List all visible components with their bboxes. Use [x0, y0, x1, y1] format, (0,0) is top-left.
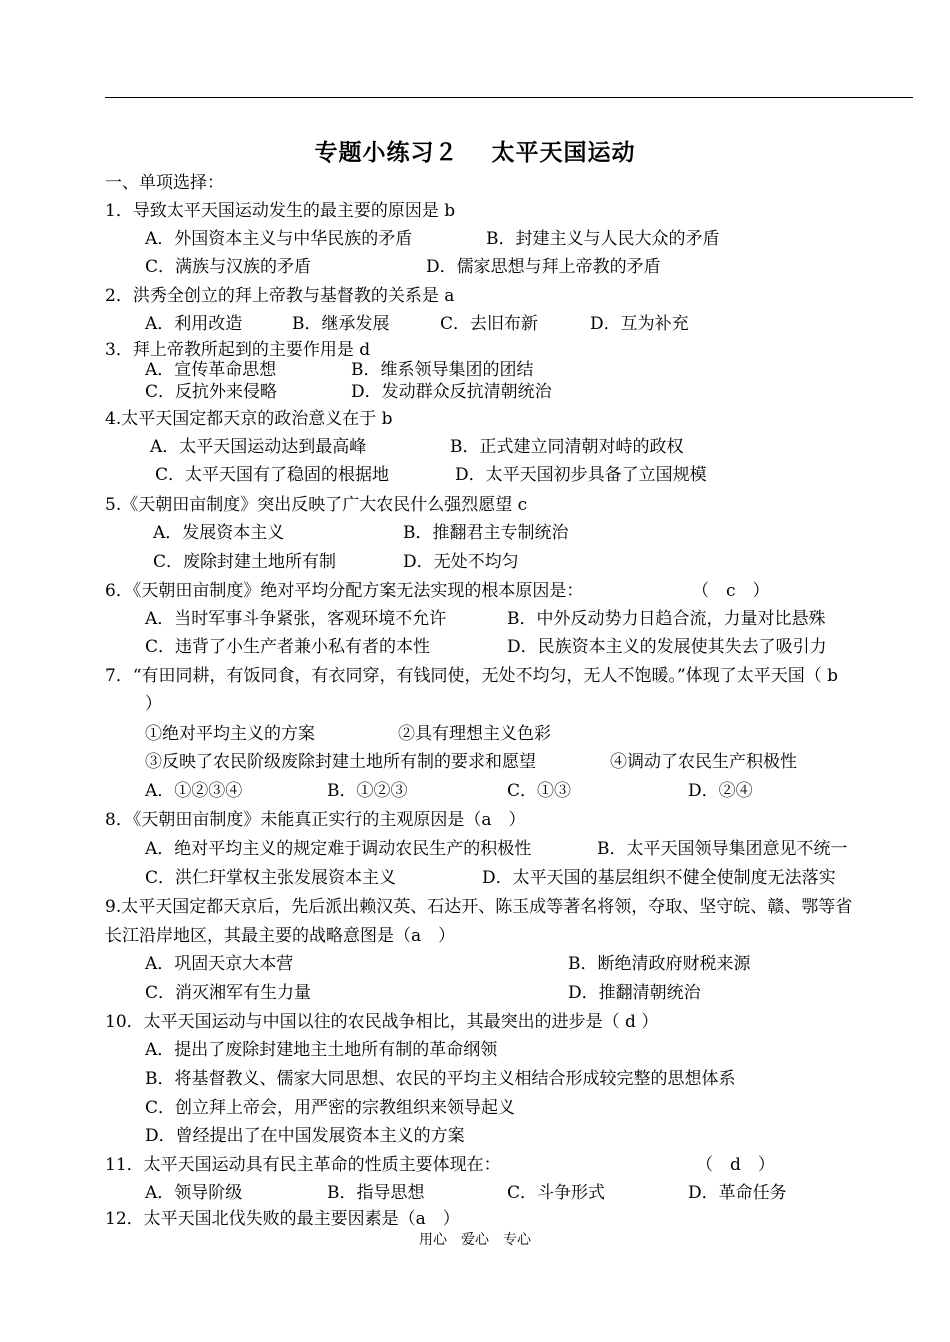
q8-option-d: D．太平天国的基层组织不健全使制度无法落实 — [482, 868, 836, 888]
q2-option-c: C．去旧布新 — [440, 314, 539, 334]
q1-option-a: A．外国资本主义与中华民族的矛盾 — [145, 229, 413, 249]
question-10: 10．太平天国运动与中国以往的农民战争相比，其最突出的进步是（ d ） — [105, 1012, 659, 1032]
q3-option-c: C．反抗外来侵略 — [145, 382, 278, 402]
q5-option-d: D．无处不均匀 — [403, 552, 519, 572]
q1-option-d: D．儒家思想与拜上帝教的矛盾 — [426, 257, 661, 277]
q7-closing-paren: ） — [145, 694, 162, 714]
q5-option-a: A．发展资本主义 — [153, 523, 285, 543]
q6-option-b: B．中外反动势力日趋合流，力量对比悬殊 — [507, 609, 826, 629]
q8-option-c: C．洪仁玕掌权主张发展资本主义 — [145, 868, 397, 888]
question-12: 12．太平天国北伐失败的最主要因素是（a ） — [105, 1209, 460, 1229]
q7-option-c: C．①③ — [507, 781, 572, 801]
q9-option-d: D．推翻清朝统治 — [568, 983, 701, 1003]
q2-option-b: B．继承发展 — [292, 314, 390, 334]
q6-answer: （ c ） — [692, 581, 770, 601]
q5-option-b: B．推翻君主专制统治 — [403, 523, 569, 543]
q5-option-c: C．废除封建土地所有制 — [153, 552, 337, 572]
q7-option-d: D．②④ — [688, 781, 753, 801]
question-2: 2．洪秀全创立的拜上帝教与基督教的关系是 a — [105, 286, 455, 306]
q4-option-d: D．太平天国初步具备了立国规模 — [455, 465, 707, 485]
q4-option-c: C．太平天国有了稳固的根据地 — [155, 465, 390, 485]
q7-statement-4: ④调动了农民生产积极性 — [610, 752, 797, 772]
q7-option-b: B．①②③ — [327, 781, 408, 801]
q2-option-a: A．利用改造 — [145, 314, 243, 334]
q3-option-a: A．宣传革命思想 — [145, 360, 277, 380]
question-1: 1．导致太平天国运动发生的最主要的原因是 b — [105, 201, 456, 221]
question-5: 5.《天朝田亩制度》突出反映了广大农民什么强烈愿望 c — [105, 495, 528, 515]
q10-option-c: C．创立拜上帝会，用严密的宗教组织来领导起义 — [145, 1098, 516, 1118]
question-4: 4.太平天国定都天京的政治意义在于 b — [105, 409, 393, 429]
q8-option-a: A．绝对平均主义的规定难于调动农民生产的积极性 — [145, 839, 532, 859]
q11-option-a: A．领导阶级 — [145, 1183, 243, 1203]
question-8: 8．《天朝田亩制度》未能真正实行的主观原因是（a ） — [105, 810, 526, 830]
q3-option-d: D．发动群众反抗清朝统治 — [351, 382, 552, 402]
q4-option-a: A．太平天国运动达到最高峰 — [150, 437, 367, 457]
q8-option-b: B．太平天国领导集团意见不统一 — [597, 839, 848, 859]
q7-statement-1: ①绝对平均主义的方案 — [145, 724, 315, 744]
page-footer: 用心 爱心 专心 — [419, 1232, 531, 1248]
section-heading: 一、单项选择： — [105, 173, 224, 193]
q10-option-a: A．提出了废除封建地主土地所有制的革命纲领 — [145, 1040, 498, 1060]
q3-option-b: B．维系领导集团的团结 — [351, 360, 534, 380]
question-9-cont: 长江沿岸地区，其最主要的战略意图是（a ） — [105, 926, 456, 946]
q7-statement-2: ②具有理想主义色彩 — [398, 724, 551, 744]
q6-option-a: A．当时军事斗争紧张，客观环境不允许 — [145, 609, 447, 629]
question-11: 11．太平天国运动具有民主革命的性质主要体现在： — [105, 1155, 501, 1175]
q2-option-d: D．互为补充 — [590, 314, 689, 334]
q11-option-b: B．指导思想 — [327, 1183, 425, 1203]
q10-option-b: B．将基督教义、儒家大同思想、农民的平均主义相结合形成较完整的思想体系 — [145, 1069, 736, 1089]
q11-option-c: C．斗争形式 — [507, 1183, 606, 1203]
q7-option-a: A．①②③④ — [145, 781, 243, 801]
q10-option-d: D．曾经提出了在中国发展资本主义的方案 — [145, 1126, 465, 1146]
q6-option-c: C．违背了小生产者兼小私有者的本性 — [145, 637, 431, 657]
q9-option-c: C．消灭湘军有生力量 — [145, 983, 312, 1003]
q1-option-b: B．封建主义与人民大众的矛盾 — [486, 229, 720, 249]
q11-answer: （ d ） — [696, 1155, 775, 1175]
question-6: 6．《天朝田亩制度》绝对平均分配方案无法实现的根本原因是： — [105, 581, 584, 601]
q11-option-d: D．革命任务 — [688, 1183, 787, 1203]
question-3: 3．拜上帝教所起到的主要作用是 d — [105, 340, 371, 360]
question-7: 7．“有田同耕，有饭同食，有衣同穿，有钱同使，无处不均匀，无人不饱暖。”体现了太平天国（ b — [105, 666, 838, 686]
header-rule — [105, 97, 913, 98]
q7-statement-3: ③反映了农民阶级废除封建土地所有制的要求和愿望 — [145, 752, 536, 772]
page-title: 专题小练习２ 太平天国运动 — [314, 140, 636, 166]
q4-option-b: B．正式建立同清朝对峙的政权 — [450, 437, 684, 457]
q6-option-d: D．民族资本主义的发展使其失去了吸引力 — [507, 637, 827, 657]
question-9: 9.太平天国定都天京后，先后派出赖汉英、石达开、陈玉成等著名将领，夺取、坚守皖、赣、鄂等省 — [105, 897, 853, 917]
q9-option-a: A．巩固天京大本营 — [145, 954, 294, 974]
q9-option-b: B．断绝清政府财税来源 — [568, 954, 751, 974]
q1-option-c: C．满族与汉族的矛盾 — [145, 257, 312, 277]
